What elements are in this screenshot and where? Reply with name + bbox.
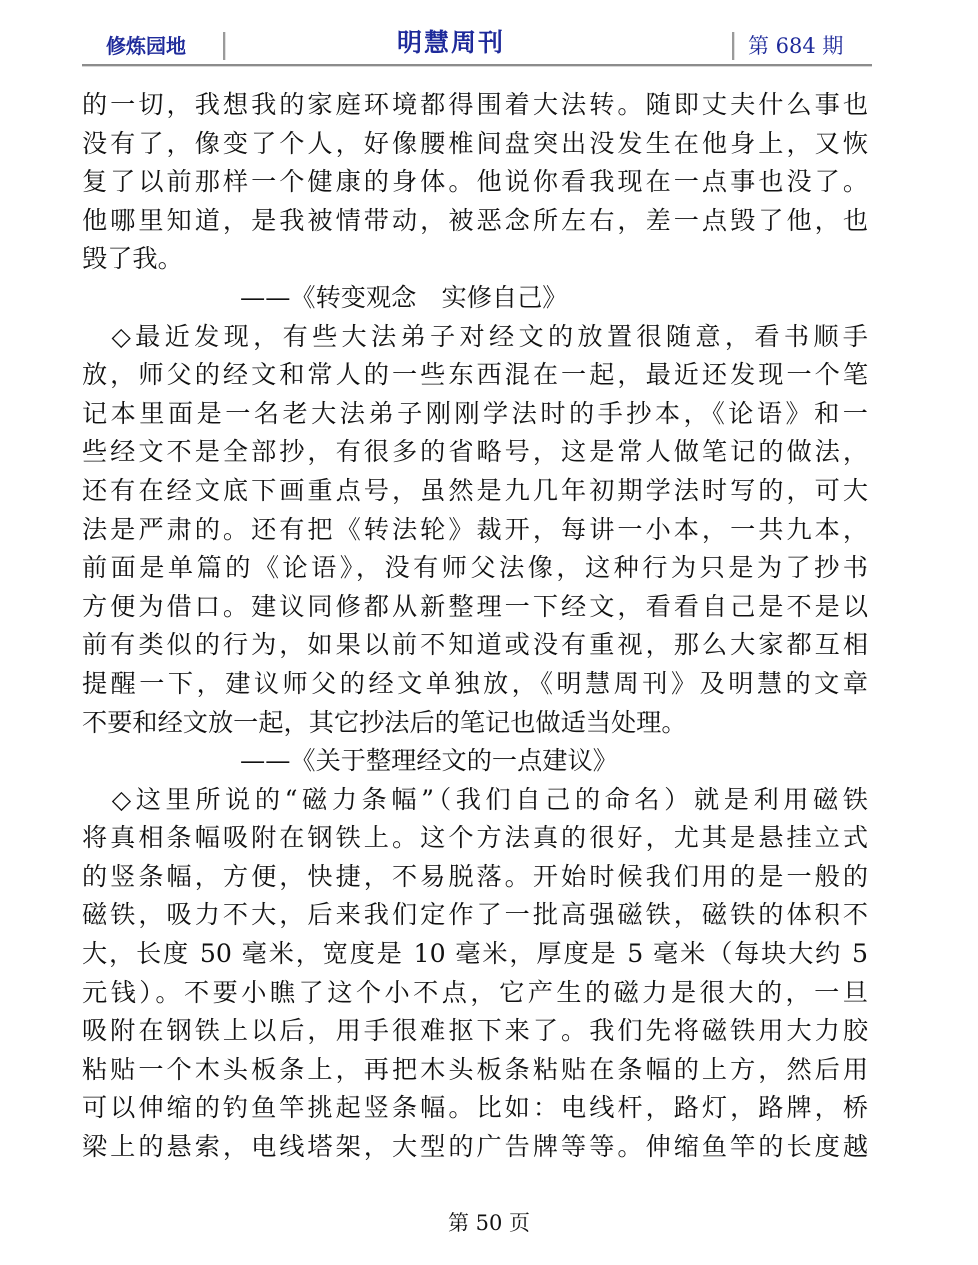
publication-title: 明慧周刊 [397, 28, 506, 57]
text-line: 前有类似的行为，如果以前不知道或没有重视，那么大家都互相 [82, 630, 868, 660]
text-line: 毁了我。 [82, 244, 183, 274]
text-line: 的竖条幅，方便，快捷，不易脱落。开始时候我们用的是一般的 [82, 861, 868, 891]
text-line: 没有了，像变了个人，好像腰椎间盘突出没发生在他身上，又恢 [82, 128, 868, 158]
text-line: 元钱）。不要小瞧了这个小不点，它产生的磁力是很大的，一旦 [82, 977, 868, 1007]
section-name: 修炼园地 [106, 34, 186, 58]
text-line: 磁铁，吸力不大，后来我们定作了一批高强磁铁，磁铁的体积不 [82, 900, 868, 930]
text-line: 吸附在钢铁上以后，用手很难抠下来了。我们先将磁铁用大力胶 [82, 1016, 868, 1046]
text-line: 大，长度 50 毫米，宽度是 10 毫米，厚度是 5 毫米（每块大约 5 [82, 939, 868, 969]
issue-number: 第 684 期 [748, 34, 844, 58]
text-line: 记本里面是一名老大法弟子刚刚学法时的手抄本，《论语》和一 [82, 398, 868, 428]
text-line: ◇这里所说的“磁力条幅”（我们自己的命名）就是利用磁铁 [82, 784, 868, 814]
text-line: 将真相条幅吸附在钢铁上。这个方法真的很好，尤其是悬挂立式 [82, 823, 868, 853]
article-signature: ——《转变观念 实修自己》 [240, 282, 568, 312]
text-line: 还有在经文底下画重点号，虽然是九几年初期学法时写的，可大 [82, 475, 868, 505]
text-line: 方便为借口。建议同修都从新整理一下经文，看看自己是不是以 [82, 591, 868, 621]
text-line: 梁上的悬索，电线塔架，大型的广告牌等等。伸缩鱼竿的长度越 [82, 1132, 868, 1162]
page-number: 第 50 页 [447, 1211, 531, 1235]
text-line: 复了以前那样一个健康的身体。他说你看我现在一点事也没了。 [82, 167, 868, 197]
header-rule [82, 64, 872, 67]
text-line: 法是严肃的。还有把《转法轮》裁开，每讲一小本，一共九本， [82, 514, 868, 544]
text-line: 他哪里知道，是我被情带动，被恶念所左右，差一点毁了他，也 [82, 205, 868, 235]
text-line: 放，师父的经文和常人的一些东西混在一起，最近还发现一个笔 [82, 360, 868, 390]
header-divider-left [223, 32, 226, 60]
text-line: 不要和经文放一起，其它抄法后的笔记也做适当处理。 [82, 707, 687, 737]
text-line: 可以伸缩的钓鱼竿挑起竖条幅。比如：电线杆，路灯，路牌，桥 [82, 1093, 868, 1123]
page-header [82, 26, 872, 64]
text-line: 的一切，我想我的家庭环境都得围着大法转。随即丈夫什么事也 [82, 90, 868, 119]
header-divider-right [732, 32, 735, 60]
article-body [82, 86, 868, 1167]
text-line: ◇最近发现，有些大法弟子对经文的放置很随意，看书顺手 [82, 321, 868, 351]
text-line: 些经文不是全部抄，有很多的省略号，这是常人做笔记的做法， [82, 437, 868, 467]
text-line: 前面是单篇的《论语》，没有师父法像，这种行为只是为了抄书 [82, 553, 868, 583]
text-line: 提醒一下，建议师父的经文单独放，《明慧周刊》及明慧的文章 [82, 668, 868, 698]
text-line: 粘贴一个木头板条上，再把木头板条粘贴在条幅的上方，然后用 [82, 1054, 868, 1084]
article-signature: ——《关于整理经文的一点建议》 [240, 746, 618, 776]
